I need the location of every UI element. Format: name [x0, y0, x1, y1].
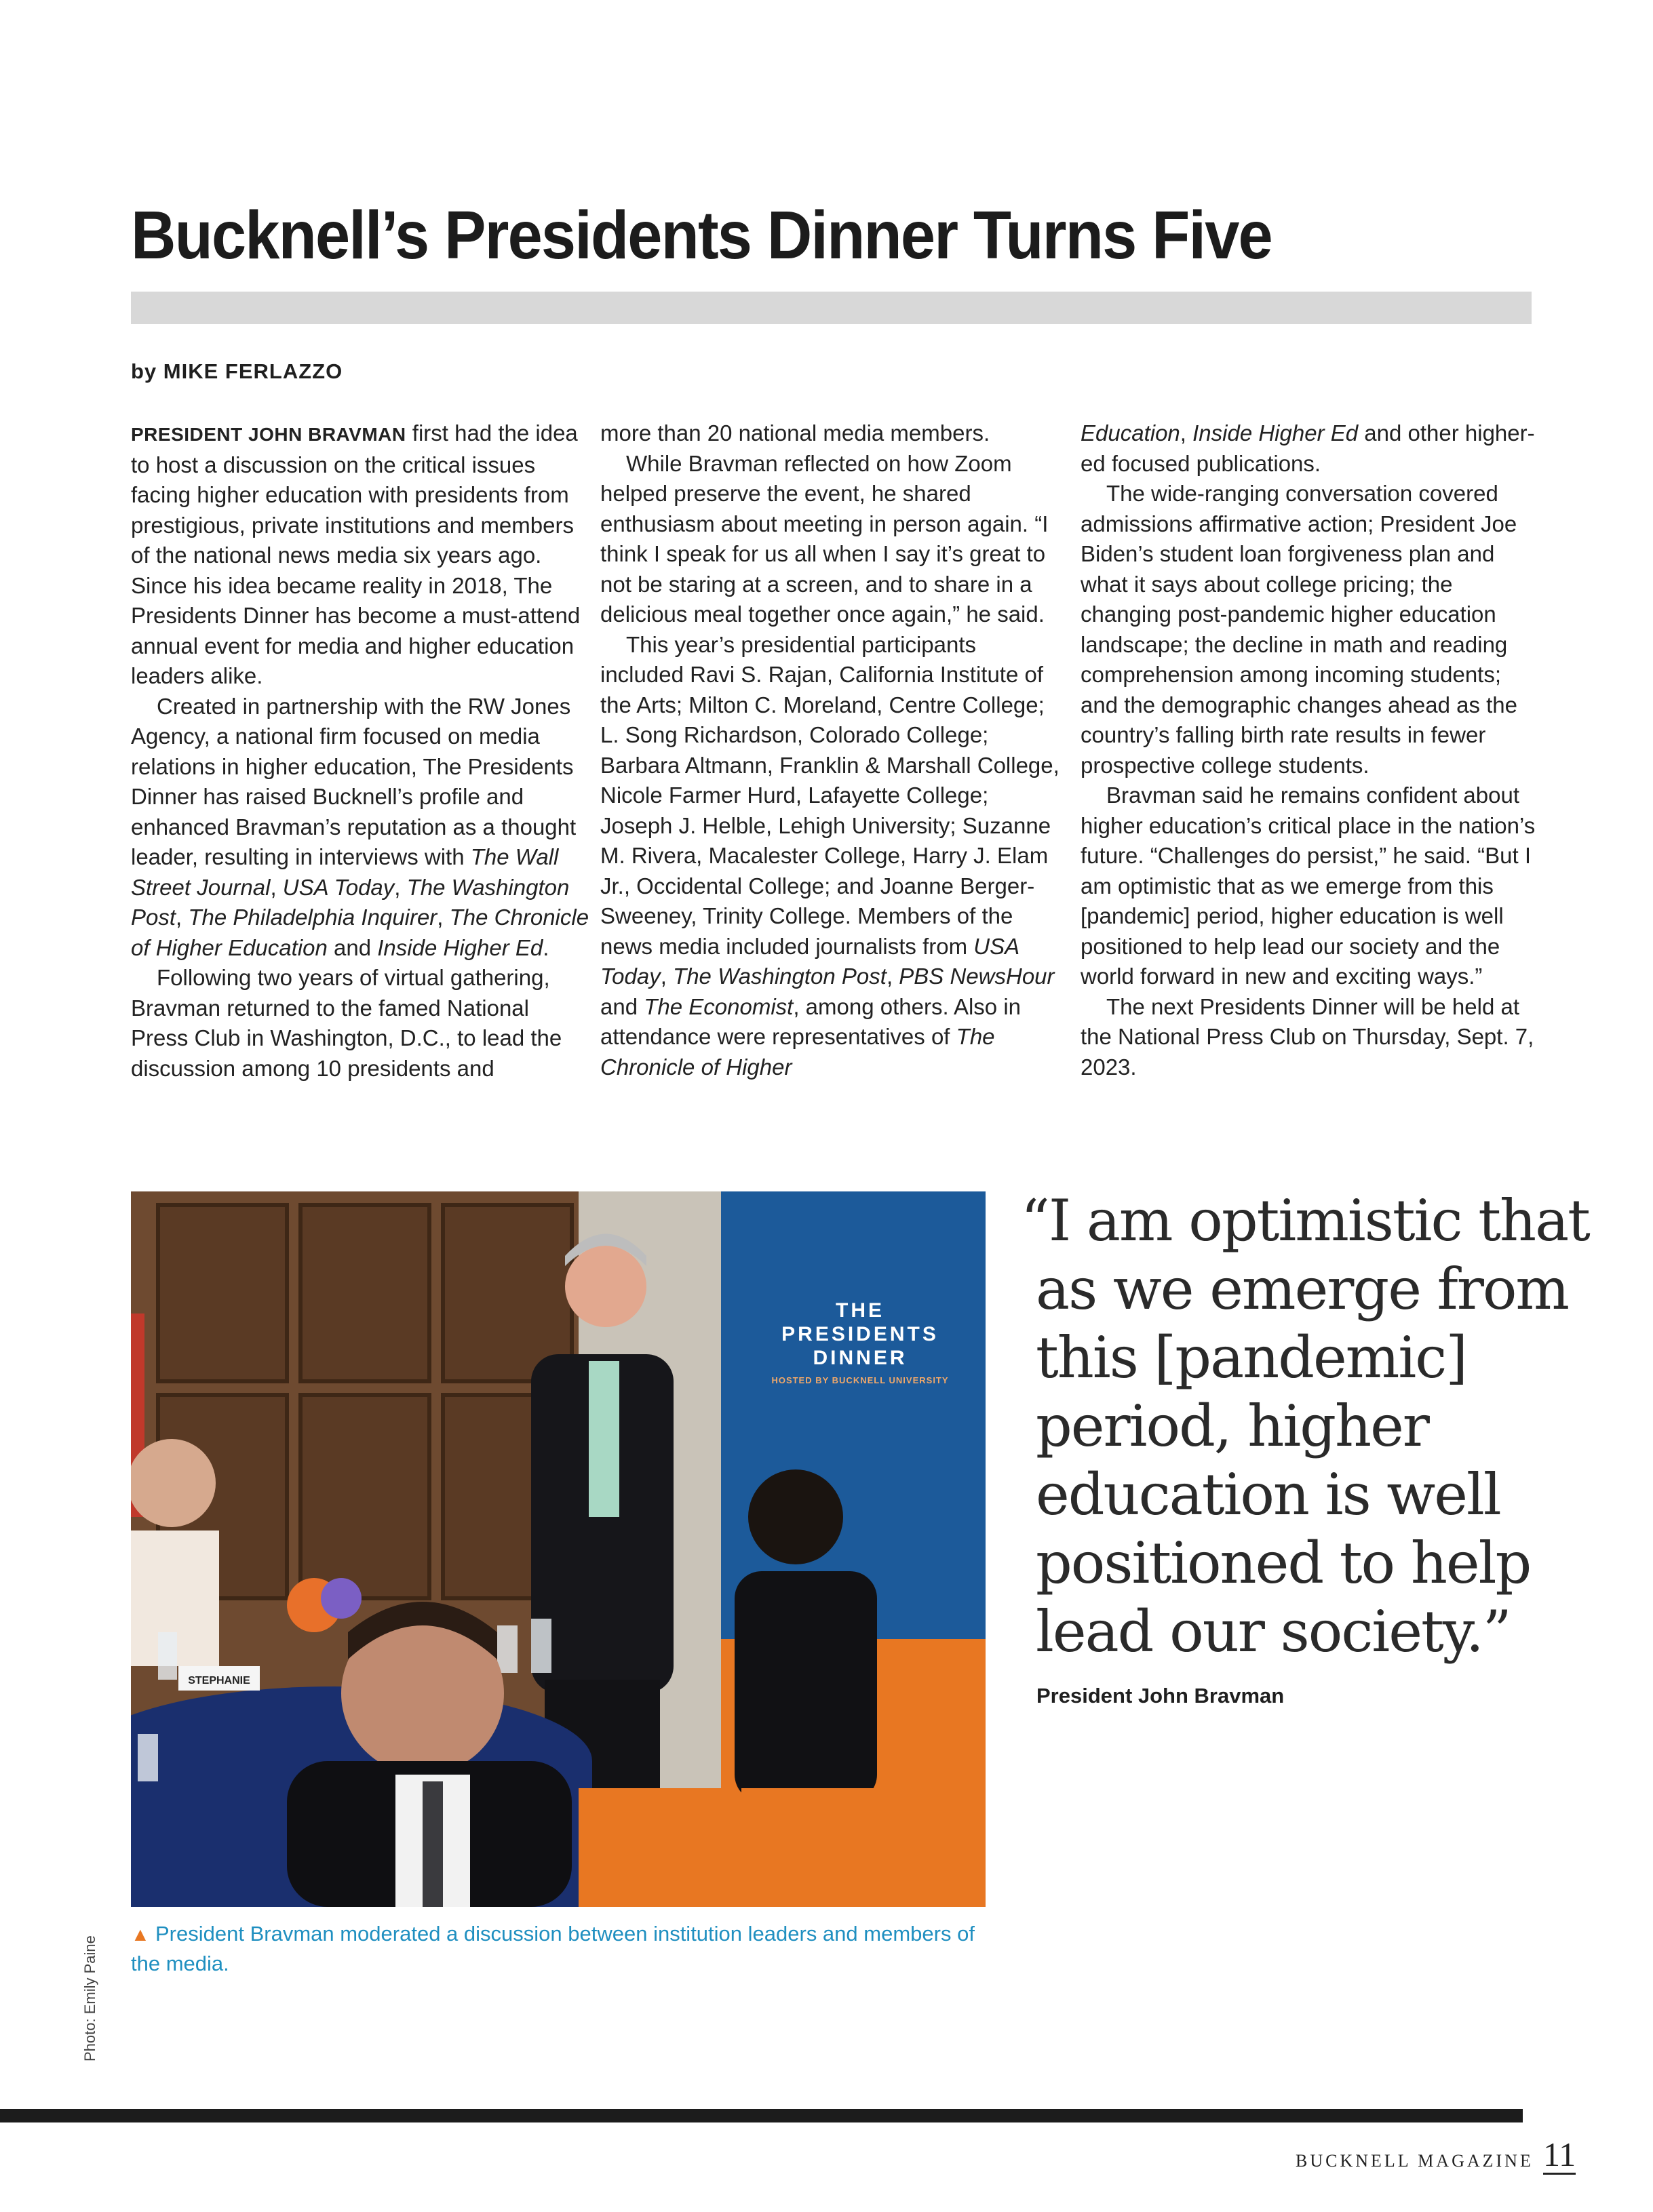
paragraph-text: Created in partnership with the RW Jones Agency, a national firm focused on media relations in higher education, The Presidents Dinner has raised Bucknell’s profile and enhanced Bravman’s reputation as a thought leader, resulting in interviews with [131, 693, 577, 869]
publication-name: The Washington Post [131, 874, 570, 930]
separator: and [600, 993, 644, 1019]
paragraph-text: The next Presidents Dinner will be held at the National Press Club on Thursday, Sept. 7, 2023. [1081, 993, 1534, 1080]
pull-quote-line: “I am optimistic that [1021, 1187, 1589, 1254]
publication-name: The Philadelphia Inquirer [188, 905, 437, 930]
paragraph [600, 630, 1062, 1083]
paragraph-text: Bravman said he remains confident about higher education’s critical place in the nation’s future. “Challenges do persist,” he said. “But I am optimistic that as we emerge from this [pandemic] period, higher education is well positioned to help lead our society and the world forward in new and exciting ways.” [1081, 783, 1536, 989]
publication-name: The Washington Post [673, 964, 887, 989]
paragraph [131, 692, 592, 964]
separator: , [437, 905, 450, 930]
separator: , [886, 964, 899, 989]
text-column-2 [600, 418, 1062, 1082]
event-photo [131, 1191, 986, 1907]
pull-quote [1021, 1187, 1589, 1666]
byline: by MIKE FERLAZZO [131, 359, 343, 383]
separator: , [1180, 420, 1193, 446]
triangle-up-icon: ▲ [131, 1924, 150, 1945]
paragraph-text: The wide-ranging conversation covered admissions affirmative action; President Joe Biden’s student loan forgiveness plan and what it says about college pricing; the changing post-pandemic higher education landscape; the decline in math and reading comprehension among incoming students; and the demographic changes ahead as the country’s falling birth rate results in fewer prospective college students. [1081, 481, 1517, 778]
publication-name-footer: BUCKNELL MAGAZINE [1296, 2151, 1534, 2171]
pull-quote-line: this [pandemic] [1036, 1324, 1467, 1391]
publication-name: Inside Higher Ed [377, 934, 543, 960]
article-title: Bucknell’s Presidents Dinner Turns Five [131, 197, 1272, 273]
pull-quote-line: lead our society.” [1036, 1598, 1511, 1665]
publication-name: PBS NewsHour [899, 964, 1055, 989]
caption-text: President Bravman moderated a discussion between institution leaders and members of the media. [131, 1922, 975, 1975]
paragraph-text: first had the idea to host a discussion on the critical issues facing higher education with presidents from prestigious, private institutions and members of the national news media six years ago. Since his idea became reality in 2018, The Presidents Dinner has become a must-attend annual event for media and higher education leaders alike. [131, 420, 581, 688]
publication-name: The Wall Street Journal [131, 844, 559, 900]
banner-text: DINNER [813, 1347, 908, 1369]
separator: , [660, 964, 674, 989]
paragraph [1081, 479, 1542, 781]
banner-text: THE [836, 1299, 884, 1322]
paragraph [131, 418, 592, 692]
publication-name: Inside Higher Ed [1192, 420, 1359, 446]
paragraph [131, 963, 592, 1084]
title-divider [131, 292, 1532, 324]
page-number: 11 [1543, 2135, 1576, 2173]
publication-name: The Chronicle of Higher Education [131, 905, 589, 960]
paragraph [600, 418, 1062, 449]
paragraph [600, 449, 1062, 630]
pull-quote-line: period, higher [1036, 1393, 1428, 1459]
paragraph [1081, 781, 1542, 992]
publication-name: The Chronicle of Higher [600, 1024, 995, 1080]
paragraph-text: , among others. Also in attendance were representatives of [600, 993, 1022, 1049]
publication-name: Education [1081, 420, 1180, 446]
publication-name: The Economist [644, 993, 794, 1019]
pull-quote-line: as we emerge from [1036, 1256, 1569, 1322]
banner-text: PRESIDENTS [781, 1323, 939, 1345]
photo-credit: Photo: Emily Paine [81, 1935, 98, 2061]
separator: , [270, 874, 283, 900]
paragraph [1081, 992, 1542, 1083]
paragraph [1081, 418, 1542, 479]
paragraph-text: Following two years of virtual gathering, Bravman returned to the famed National Press Club in Washington, D.C., to lead the discussion among 10 presidents and [131, 965, 562, 1081]
photo-caption [131, 1919, 992, 1978]
paragraph-text: more than 20 national media members. [600, 420, 990, 446]
text-column-3 [1081, 418, 1542, 1082]
place-card-text: STEPHANIE [188, 1675, 250, 1686]
separator: , [176, 905, 189, 930]
separator: . [543, 934, 549, 960]
lead-in: PRESIDENT JOHN BRAVMAN [131, 424, 406, 445]
footer-divider [0, 2109, 1523, 2122]
paragraph-text: While Bravman reflected on how Zoom helped preserve the event, he shared enthusiasm about meeting in person again. “I think I speak for us all when I say it’s great to not be staring at a screen, and to share in a delicious meal together once again,” he said. [600, 450, 1049, 627]
pull-quote-line: positioned to help [1036, 1530, 1531, 1596]
banner-text: HOSTED BY BUCKNELL UNIVERSITY [771, 1375, 949, 1385]
publication-name: USA Today [600, 933, 1019, 989]
pull-quote-line: education is well [1036, 1461, 1500, 1528]
paragraph-text: and other higher-ed focused publications. [1081, 420, 1535, 476]
pull-quote-attribution: President John Bravman [1036, 1684, 1285, 1707]
paragraph-text: This year’s presidential participants included Ravi S. Rajan, California Institute of the Arts; Milton C. Moreland, Centre College; L. Song Richardson, Colorado College; Barbara Altmann, Franklin & Marshall College, Nicole Farmer Hurd, Lafayette College; Joseph J. Helble, Lehigh University; Suzanne M. Rivera, Macalester College, Harry J. Elam Jr., Occidental College; and Joanne Berger-Sweeney, Trinity College. Members of the news media included journalists from [600, 631, 1059, 959]
separator: and [327, 934, 378, 960]
publication-name: USA Today [282, 874, 395, 900]
text-column-1 [131, 418, 592, 1084]
separator: , [394, 874, 407, 900]
